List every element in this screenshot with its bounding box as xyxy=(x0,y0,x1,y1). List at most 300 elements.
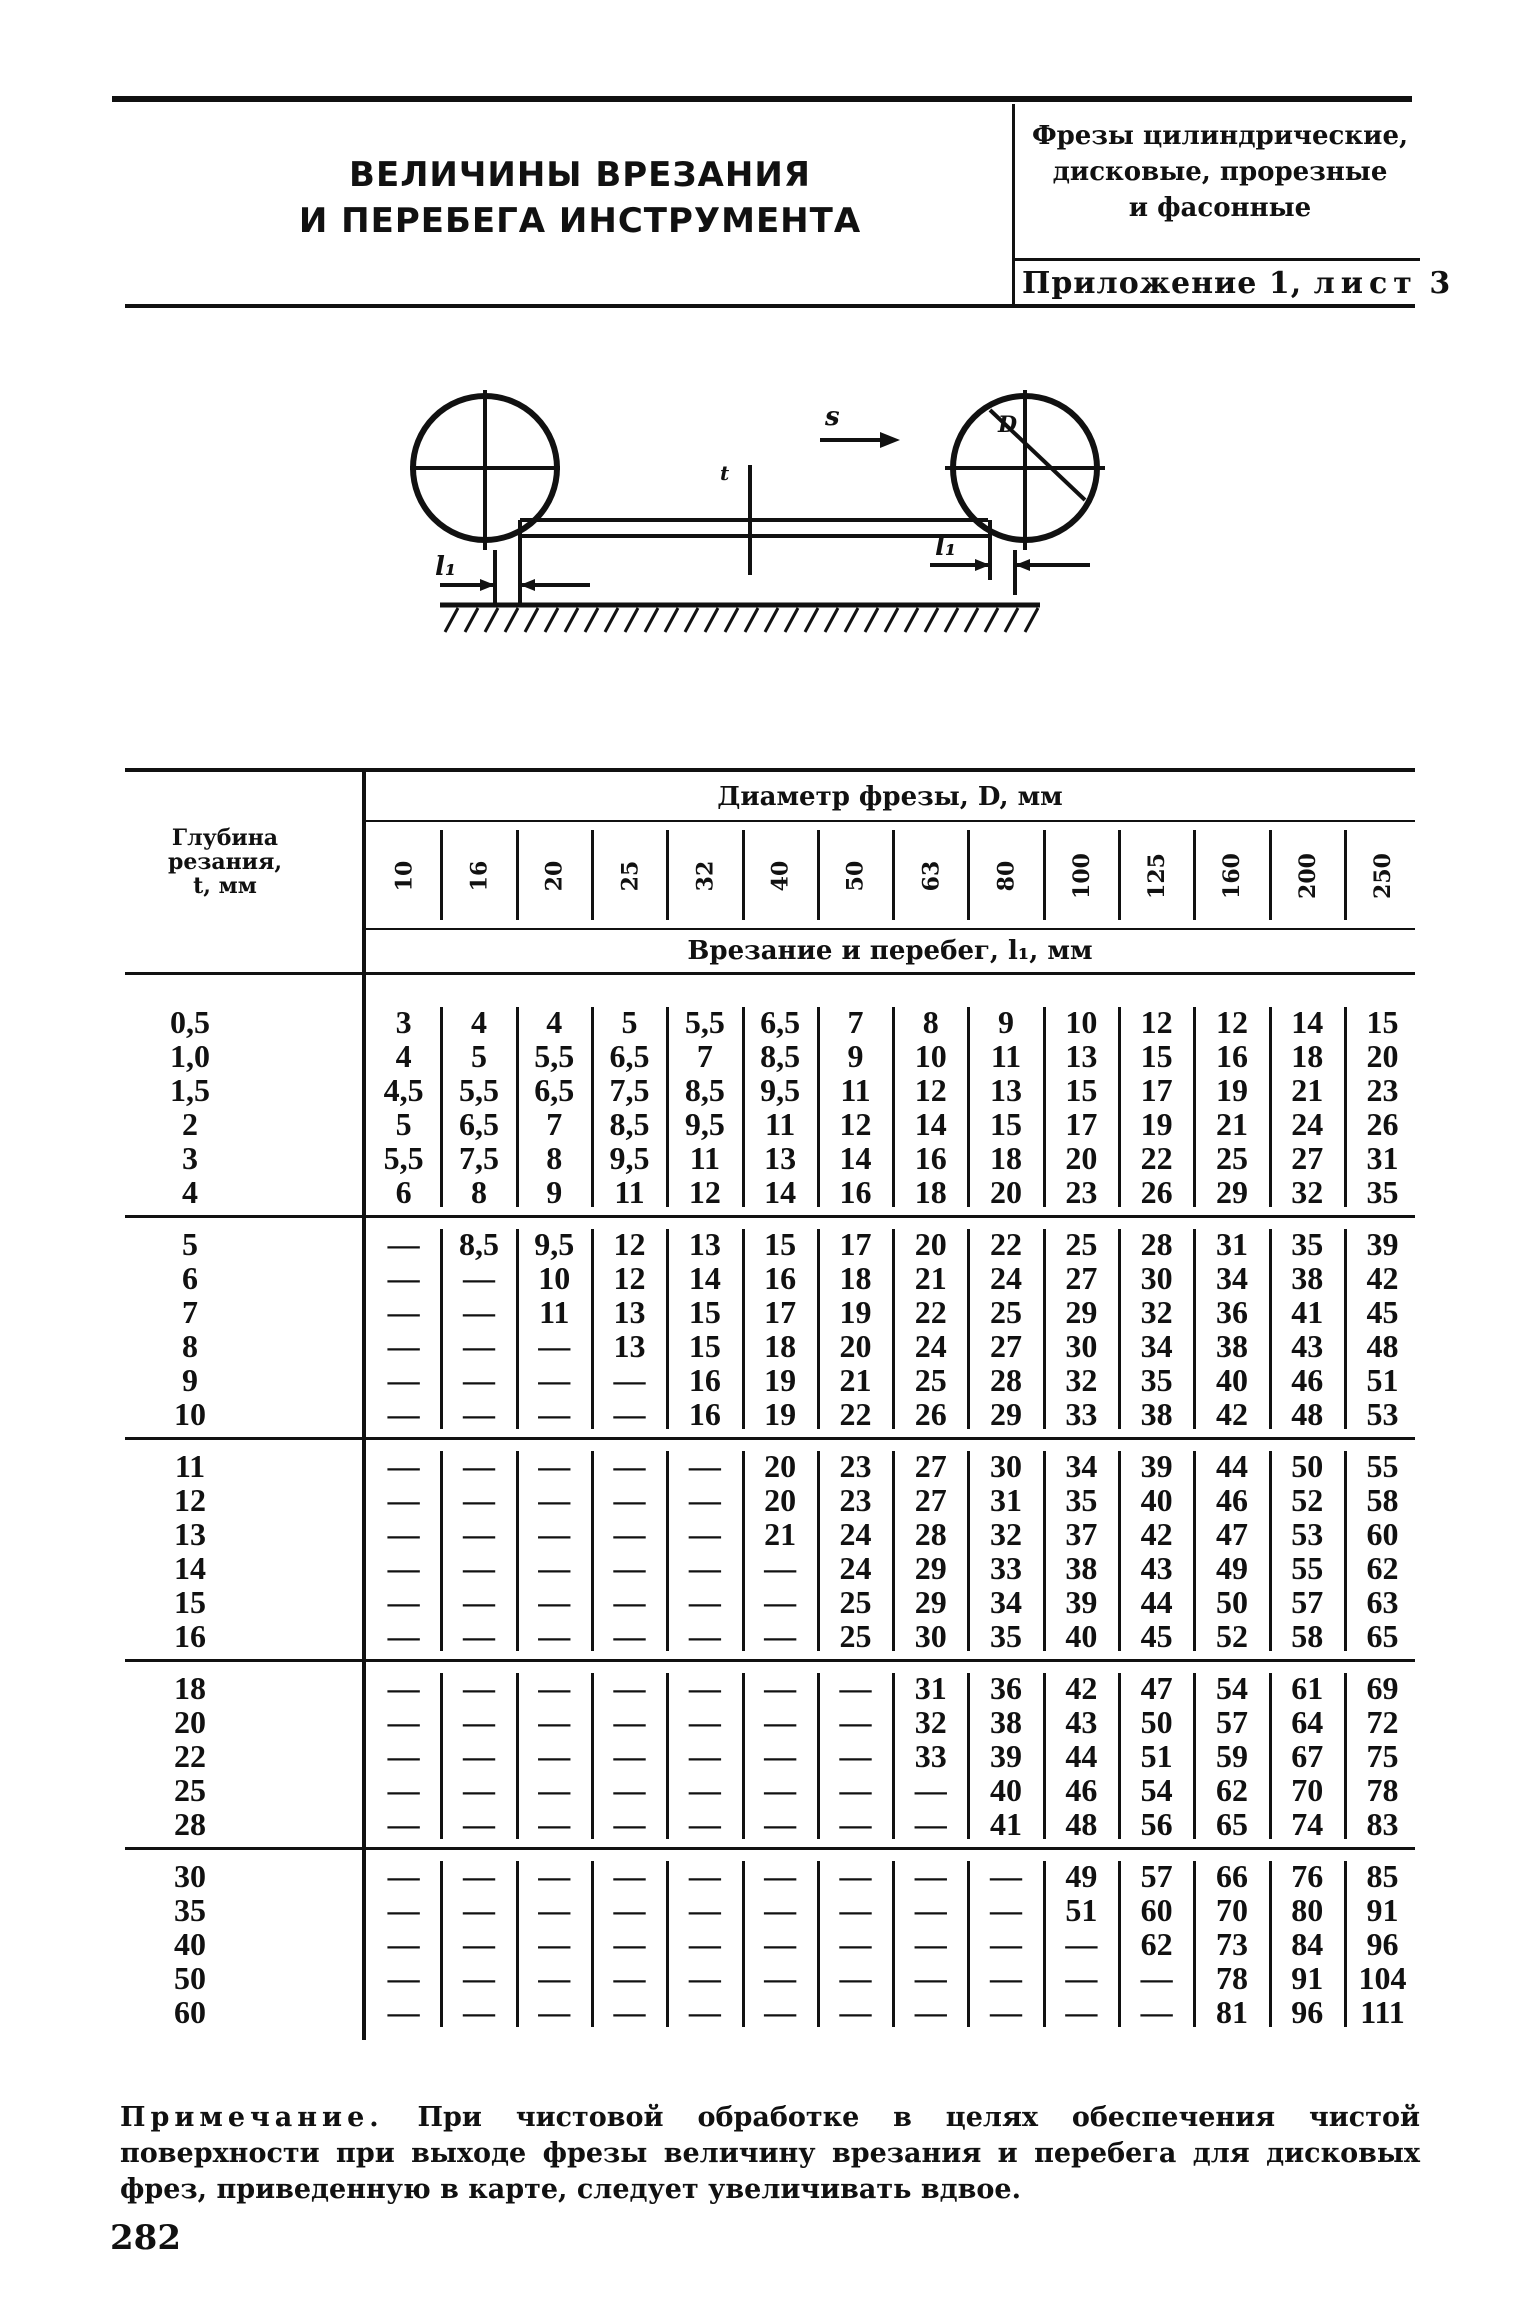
table-cell: 32 xyxy=(1140,1294,1173,1330)
empty-cell-dash: — xyxy=(688,1618,721,1654)
table-cell: 8,5 xyxy=(760,1038,801,1074)
empty-cell-dash: — xyxy=(538,1704,571,1740)
table-cell: 5 xyxy=(470,1038,487,1074)
table-cell: 31 xyxy=(914,1670,947,1706)
table-cell: 26 xyxy=(1366,1106,1399,1142)
table-cell: 8 xyxy=(546,1140,563,1176)
table-cell: 46 xyxy=(1065,1772,1098,1808)
column-separator xyxy=(1193,1861,1196,2027)
table-cell: 14 xyxy=(1291,1004,1324,1040)
table-cell: 30 xyxy=(914,1618,947,1654)
table-cell: 64 xyxy=(1291,1704,1324,1740)
empty-cell-dash: — xyxy=(839,1670,872,1706)
table-cell: 17 xyxy=(1140,1072,1173,1108)
table-cell: 66 xyxy=(1215,1858,1248,1894)
table-cell: 17 xyxy=(839,1226,872,1262)
empty-cell-dash: — xyxy=(914,1858,947,1894)
empty-cell-dash: — xyxy=(387,1806,420,1842)
table-cell: 38 xyxy=(1215,1328,1248,1364)
table-cell: 43 xyxy=(1140,1550,1173,1586)
feed-label: s xyxy=(825,402,840,432)
depth-value: 30 xyxy=(174,1858,206,1894)
empty-cell-dash: — xyxy=(538,1328,571,1364)
header-bottom-rule xyxy=(125,304,1415,308)
depth-header-line-1: Глубина xyxy=(171,825,279,851)
table-cell: 25 xyxy=(839,1584,872,1620)
depth-value: 40 xyxy=(174,1926,206,1962)
table-cell: 38 xyxy=(1291,1260,1324,1296)
table-cell: 5,5 xyxy=(534,1038,575,1074)
column-separator xyxy=(967,1673,970,1839)
group-rule xyxy=(125,1847,1415,1850)
empty-cell-dash: — xyxy=(387,1704,420,1740)
diameter-col-header xyxy=(818,826,894,926)
table-cell: 18 xyxy=(764,1328,797,1364)
table-cell: 12 xyxy=(613,1226,646,1262)
diameter-col-separator xyxy=(666,830,669,920)
table-cell: 6,5 xyxy=(760,1004,801,1040)
diameter-value: 80 xyxy=(993,860,1020,892)
empty-cell-dash: — xyxy=(1065,1926,1098,1962)
empty-cell-dash: — xyxy=(387,1516,420,1552)
empty-cell-dash: — xyxy=(914,1960,947,1996)
table-cell: 42 xyxy=(1366,1260,1399,1296)
empty-cell-dash: — xyxy=(538,1858,571,1894)
column-separator xyxy=(892,1861,895,2027)
table-cell: 32 xyxy=(1065,1362,1098,1398)
table-cell: 35 xyxy=(990,1618,1023,1654)
empty-cell-dash: — xyxy=(688,1482,721,1518)
table-cell: 41 xyxy=(990,1806,1023,1842)
sheet-word: лист xyxy=(1313,266,1418,301)
empty-cell-dash: — xyxy=(538,1960,571,1996)
table-cell: 67 xyxy=(1291,1738,1324,1774)
table-cell: 26 xyxy=(1140,1174,1173,1210)
empty-cell-dash: — xyxy=(387,1618,420,1654)
empty-cell-dash: — xyxy=(688,1772,721,1808)
sheet-number: 3 xyxy=(1429,266,1452,301)
table-cell: 62 xyxy=(1215,1772,1248,1808)
table-cell: 55 xyxy=(1291,1550,1324,1586)
table-cell: 38 xyxy=(1065,1550,1098,1586)
table-cell: 16 xyxy=(839,1174,872,1210)
column-separator xyxy=(440,1861,443,2027)
table-cell: 57 xyxy=(1291,1584,1324,1620)
empty-cell-dash: — xyxy=(462,1550,495,1586)
table-cell: 104 xyxy=(1358,1960,1407,1996)
diameter-value: 100 xyxy=(1068,853,1095,899)
table-cell: 46 xyxy=(1291,1362,1324,1398)
table-cell: 19 xyxy=(839,1294,872,1330)
empty-cell-dash: — xyxy=(538,1670,571,1706)
empty-cell-dash: — xyxy=(462,1858,495,1894)
table-cell: 21 xyxy=(1291,1072,1324,1108)
table-cell: 65 xyxy=(1366,1618,1399,1654)
table-cell: 33 xyxy=(990,1550,1023,1586)
column-separator xyxy=(967,1451,970,1651)
depth-value: 8 xyxy=(182,1328,198,1364)
empty-cell-dash: — xyxy=(764,1806,797,1842)
table-cell: 40 xyxy=(1140,1482,1173,1518)
table-cell: 17 xyxy=(1065,1106,1098,1142)
column-separator xyxy=(1269,1229,1272,1429)
empty-cell-dash: — xyxy=(387,1396,420,1432)
column-separator xyxy=(892,1007,895,1207)
empty-cell-dash: — xyxy=(538,1926,571,1962)
depth-value: 15 xyxy=(174,1584,206,1620)
table-cell: 15 xyxy=(688,1294,721,1330)
table-cell: 39 xyxy=(1366,1226,1399,1262)
table-cell: 57 xyxy=(1215,1704,1248,1740)
empty-cell-dash: — xyxy=(538,1738,571,1774)
table-cell: 39 xyxy=(1140,1448,1173,1484)
depth-value: 9 xyxy=(182,1362,198,1398)
empty-cell-dash: — xyxy=(613,1738,646,1774)
table-cell: 27 xyxy=(990,1328,1023,1364)
empty-cell-dash: — xyxy=(538,1550,571,1586)
column-separator xyxy=(440,1229,443,1429)
column-separator xyxy=(1043,1007,1046,1207)
depth-value: 25 xyxy=(174,1772,206,1808)
column-separator xyxy=(1344,1007,1347,1207)
empty-cell-dash: — xyxy=(387,1482,420,1518)
empty-cell-dash: — xyxy=(688,1448,721,1484)
empty-cell-dash: — xyxy=(462,1994,495,2030)
empty-cell-dash: — xyxy=(764,1858,797,1894)
empty-cell-dash: — xyxy=(914,1994,947,2030)
table-cell: 12 xyxy=(613,1260,646,1296)
table-cell: 44 xyxy=(1065,1738,1098,1774)
empty-cell-dash: — xyxy=(387,1294,420,1330)
depth-value: 3 xyxy=(182,1140,198,1176)
column-separator xyxy=(817,1451,820,1651)
table-cell: 28 xyxy=(914,1516,947,1552)
table-cell: 23 xyxy=(839,1448,872,1484)
empty-cell-dash: — xyxy=(914,1892,947,1928)
table-cell: 20 xyxy=(764,1482,797,1518)
empty-cell-dash: — xyxy=(914,1806,947,1842)
column-separator xyxy=(516,1861,519,2027)
table-cell: 27 xyxy=(914,1448,947,1484)
title-line-1: ВЕЛИЧИНЫ ВРЕЗАНИЯ xyxy=(349,155,811,195)
column-separator xyxy=(742,1007,745,1207)
table-cell: 19 xyxy=(764,1362,797,1398)
table-cell: 5 xyxy=(395,1106,412,1142)
table-cell: 61 xyxy=(1291,1670,1324,1706)
column-separator xyxy=(516,1007,519,1207)
table-cell: 21 xyxy=(764,1516,797,1552)
table-cell: 34 xyxy=(1215,1260,1248,1296)
table-cell: 12 xyxy=(914,1072,947,1108)
table-cell: 25 xyxy=(914,1362,947,1398)
empty-cell-dash: — xyxy=(839,1738,872,1774)
empty-cell-dash: — xyxy=(839,1960,872,1996)
table-cell: 29 xyxy=(1065,1294,1098,1330)
empty-cell-dash: — xyxy=(462,1892,495,1928)
depth-value: 14 xyxy=(174,1550,206,1586)
table-cell: 32 xyxy=(1291,1174,1324,1210)
column-separator xyxy=(817,1861,820,2027)
table-cell: 35 xyxy=(1065,1482,1098,1518)
empty-cell-dash: — xyxy=(688,1892,721,1928)
empty-cell-dash: — xyxy=(914,1772,947,1808)
depth-value: 2 xyxy=(182,1106,198,1142)
table-cell: 9 xyxy=(847,1038,864,1074)
empty-cell-dash: — xyxy=(688,1670,721,1706)
empty-cell-dash: — xyxy=(538,1994,571,2030)
empty-cell-dash: — xyxy=(387,1858,420,1894)
group-rule xyxy=(125,1215,1415,1218)
diameter-col-header xyxy=(366,826,442,926)
table-cell: 15 xyxy=(1065,1072,1098,1108)
column-separator xyxy=(1193,1673,1196,1839)
table-cell: 50 xyxy=(1215,1584,1248,1620)
table-cell: 13 xyxy=(1065,1038,1098,1074)
empty-cell-dash: — xyxy=(387,1670,420,1706)
table-cell: 47 xyxy=(1215,1516,1248,1552)
overrun-label-right: l₁ xyxy=(935,532,957,562)
table-cell: 7,5 xyxy=(609,1072,650,1108)
empty-cell-dash: — xyxy=(1065,1994,1098,2030)
empty-cell-dash: — xyxy=(764,1994,797,2030)
table-cell: 12 xyxy=(1140,1004,1173,1040)
empty-cell-dash: — xyxy=(462,1448,495,1484)
empty-cell-dash: — xyxy=(764,1618,797,1654)
empty-cell-dash: — xyxy=(613,1482,646,1518)
tool-type-line-2: дисковые, прорезные xyxy=(1052,157,1388,187)
empty-cell-dash: — xyxy=(462,1362,495,1398)
column-separator xyxy=(1269,1007,1272,1207)
empty-cell-dash: — xyxy=(538,1892,571,1928)
column-separator xyxy=(892,1673,895,1839)
diameter-col-header xyxy=(893,826,969,926)
empty-cell-dash: — xyxy=(387,1362,420,1398)
table-cell: 25 xyxy=(1065,1226,1098,1262)
column-separator xyxy=(591,1451,594,1651)
table-cell: 14 xyxy=(839,1140,872,1176)
header-bottom-rule-table xyxy=(125,972,1415,975)
table-cell: 33 xyxy=(914,1738,947,1774)
diameter-value: 20 xyxy=(541,860,568,892)
diameter-col-header xyxy=(968,826,1044,926)
table-cell: 30 xyxy=(990,1448,1023,1484)
diameter-col-separator xyxy=(1043,830,1046,920)
empty-cell-dash: — xyxy=(538,1772,571,1808)
table-cell: 36 xyxy=(1215,1294,1248,1330)
empty-cell-dash: — xyxy=(538,1584,571,1620)
table-cell: 30 xyxy=(1140,1260,1173,1296)
table-cell: 52 xyxy=(1215,1618,1248,1654)
column-separator xyxy=(1193,1451,1196,1651)
table-cell: 33 xyxy=(1065,1396,1098,1432)
table-cell: 16 xyxy=(1215,1038,1248,1074)
depth-value: 1,5 xyxy=(170,1072,210,1108)
sheet-reference xyxy=(1022,266,1452,301)
diameter-value: 40 xyxy=(767,860,794,892)
table-cell: 5 xyxy=(621,1004,638,1040)
table-cell: 11 xyxy=(614,1174,645,1210)
table-cell: 12 xyxy=(1215,1004,1248,1040)
empty-cell-dash: — xyxy=(688,1858,721,1894)
table-cell: 6,5 xyxy=(609,1038,650,1074)
table-cell: 23 xyxy=(839,1482,872,1518)
empty-cell-dash: — xyxy=(538,1516,571,1552)
table-cell: 14 xyxy=(764,1174,797,1210)
table-cell: 25 xyxy=(1215,1140,1248,1176)
empty-cell-dash: — xyxy=(613,1448,646,1484)
diameter-label: D xyxy=(998,412,1018,438)
table-cell: 43 xyxy=(1291,1328,1324,1364)
table-cell: 60 xyxy=(1366,1516,1399,1552)
diameter-col-header xyxy=(667,826,743,926)
table-cell: 40 xyxy=(1215,1362,1248,1398)
table-cell: 37 xyxy=(1065,1516,1098,1552)
column-separator xyxy=(1118,1451,1121,1651)
table-cell: 54 xyxy=(1215,1670,1248,1706)
title-line-2: И ПЕРЕБЕГА ИНСТРУМЕНТА xyxy=(298,201,862,241)
empty-cell-dash: — xyxy=(613,1994,646,2030)
table-cell: 10 xyxy=(914,1038,947,1074)
table-cell: 29 xyxy=(990,1396,1023,1432)
table-cell: 43 xyxy=(1065,1704,1098,1740)
table-cell: 57 xyxy=(1140,1858,1173,1894)
column-separator xyxy=(591,1673,594,1839)
tool-type-line-1: Фрезы цилиндрические, xyxy=(1031,121,1409,151)
empty-cell-dash: — xyxy=(462,1328,495,1364)
table-cell: 50 xyxy=(1140,1704,1173,1740)
table-cell: 32 xyxy=(914,1704,947,1740)
diameter-row-rule xyxy=(364,928,1415,930)
table-cell: 51 xyxy=(1366,1362,1399,1398)
table-cell: 9,5 xyxy=(534,1226,575,1262)
table-cell: 73 xyxy=(1215,1926,1248,1962)
table-cell: 19 xyxy=(1215,1072,1248,1108)
empty-cell-dash: — xyxy=(462,1260,495,1296)
column-separator xyxy=(1118,1229,1121,1429)
empty-cell-dash: — xyxy=(613,1584,646,1620)
empty-cell-dash: — xyxy=(462,1482,495,1518)
table-cell: 49 xyxy=(1215,1550,1248,1586)
table-cell: 20 xyxy=(1366,1038,1399,1074)
table-cell: 42 xyxy=(1065,1670,1098,1706)
table-cell: 20 xyxy=(764,1448,797,1484)
empty-cell-dash: — xyxy=(387,1584,420,1620)
diameter-value: 32 xyxy=(692,860,719,892)
table-cell: 51 xyxy=(1065,1892,1098,1928)
empty-cell-dash: — xyxy=(462,1670,495,1706)
column-separator xyxy=(742,1451,745,1651)
top-rule xyxy=(112,96,1412,102)
table-cell: 21 xyxy=(1215,1106,1248,1142)
table-cell: 60 xyxy=(1140,1892,1173,1928)
empty-cell-dash: — xyxy=(387,1960,420,1996)
table-cell: 58 xyxy=(1291,1618,1324,1654)
table-cell: 18 xyxy=(990,1140,1023,1176)
empty-cell-dash: — xyxy=(990,1926,1023,1962)
footnote-text: При чистовой обработке в целях обеспечения чистой поверхности при выходе фрезы величину врезания и перебега для дисковых фрез, приведенную в карте, следует увеличивать вдвое. xyxy=(120,2102,1420,2205)
table-cell: 13 xyxy=(990,1072,1023,1108)
empty-cell-dash: — xyxy=(990,1892,1023,1928)
empty-cell-dash: — xyxy=(764,1550,797,1586)
diameter-col-header xyxy=(1345,826,1421,926)
empty-cell-dash: — xyxy=(613,1396,646,1432)
column-separator xyxy=(1118,1673,1121,1839)
table-cell: 48 xyxy=(1366,1328,1399,1364)
table-cell: 20 xyxy=(914,1226,947,1262)
empty-cell-dash: — xyxy=(688,1550,721,1586)
column-separator xyxy=(666,1451,669,1651)
table-cell: 70 xyxy=(1291,1772,1324,1808)
empty-cell-dash: — xyxy=(387,1738,420,1774)
table-cell: 111 xyxy=(1360,1994,1405,2030)
table-cell: 15 xyxy=(990,1106,1023,1142)
table-cell: 53 xyxy=(1291,1516,1324,1552)
diameter-value: 200 xyxy=(1294,853,1321,899)
table-cell: 5,5 xyxy=(383,1140,424,1176)
diameter-col-header xyxy=(517,826,593,926)
table-cell: 83 xyxy=(1366,1806,1399,1842)
table-cell: 9,5 xyxy=(609,1140,650,1176)
table-cell: 13 xyxy=(764,1140,797,1176)
empty-cell-dash: — xyxy=(1140,1960,1173,1996)
column-separator xyxy=(516,1673,519,1839)
table-cell: 78 xyxy=(1215,1960,1248,1996)
empty-cell-dash: — xyxy=(538,1362,571,1398)
empty-cell-dash: — xyxy=(688,1994,721,2030)
table-cell: 26 xyxy=(914,1396,947,1432)
column-separator xyxy=(1043,1861,1046,2027)
depth-value: 13 xyxy=(174,1516,206,1552)
column-separator xyxy=(1344,1673,1347,1839)
depth-value: 20 xyxy=(174,1704,206,1740)
diameter-col-separator xyxy=(1118,830,1121,920)
empty-cell-dash: — xyxy=(764,1704,797,1740)
table-cell: 91 xyxy=(1366,1892,1399,1928)
depth-header xyxy=(110,826,340,898)
empty-cell-dash: — xyxy=(613,1926,646,1962)
empty-cell-dash: — xyxy=(462,1704,495,1740)
empty-cell-dash: — xyxy=(764,1772,797,1808)
table-cell: 62 xyxy=(1140,1926,1173,1962)
diameter-col-header xyxy=(592,826,668,926)
column-separator xyxy=(666,1229,669,1429)
table-cell: 48 xyxy=(1065,1806,1098,1842)
table-cell: 29 xyxy=(914,1550,947,1586)
depth-value: 12 xyxy=(174,1482,206,1518)
empty-cell-dash: — xyxy=(764,1960,797,1996)
table-cell: 18 xyxy=(839,1260,872,1296)
table-cell: 48 xyxy=(1291,1396,1324,1432)
column-separator xyxy=(1193,1007,1196,1207)
empty-cell-dash: — xyxy=(839,1994,872,2030)
table-cell: 27 xyxy=(1065,1260,1098,1296)
table-cell: 14 xyxy=(688,1260,721,1296)
empty-cell-dash: — xyxy=(1140,1994,1173,2030)
table-cell: 19 xyxy=(1140,1106,1173,1142)
empty-cell-dash: — xyxy=(839,1926,872,1962)
diameter-col-separator xyxy=(817,830,820,920)
table-cell: 76 xyxy=(1291,1858,1324,1894)
column-separator xyxy=(817,1229,820,1429)
table-cell: 6 xyxy=(395,1174,412,1210)
table-cell: 29 xyxy=(914,1584,947,1620)
group-rule xyxy=(125,1659,1415,1662)
table-cell: 24 xyxy=(990,1260,1023,1296)
table-cell: 51 xyxy=(1140,1738,1173,1774)
table-cell: 62 xyxy=(1366,1550,1399,1586)
empty-cell-dash: — xyxy=(613,1516,646,1552)
depth-value: 16 xyxy=(174,1618,206,1654)
